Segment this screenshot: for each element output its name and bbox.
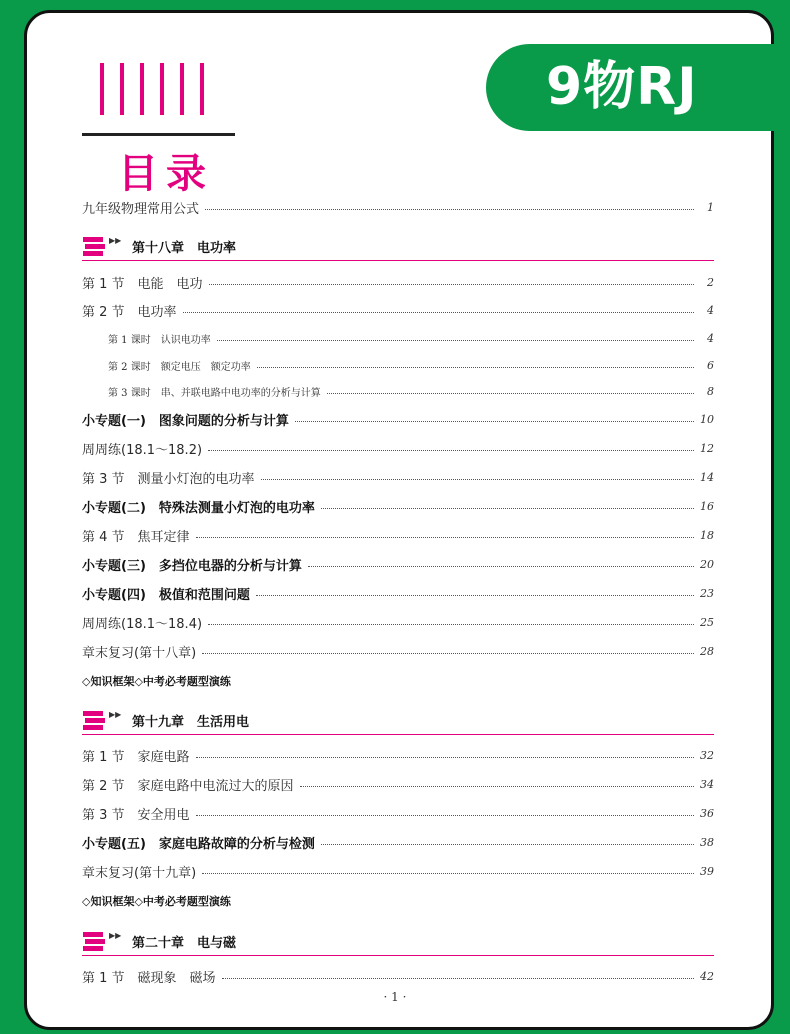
toc-row-special[interactable] [82, 832, 714, 852]
double-arrow-icon: ▶▶ [109, 236, 122, 245]
toc-row-page: 20 [700, 557, 714, 571]
leader-dots [261, 479, 694, 480]
toc-row-page: 4 [707, 331, 714, 345]
toc-row-page: 28 [700, 644, 714, 658]
toc-row-label: 第 4 节 焦耳定律 [82, 529, 190, 545]
toc-row-page: 16 [700, 499, 714, 513]
toc-row[interactable] [82, 774, 714, 794]
toc-row-label: 第 3 节 测量小灯泡的电功率 [82, 471, 255, 487]
chapter-header-19[interactable] [82, 708, 714, 735]
toc-row-page: 2 [707, 275, 714, 289]
toc-row-label: 第 2 课时 额定电压 额定功率 [108, 361, 251, 373]
toc-row-page: 8 [707, 384, 714, 398]
leader-dots [321, 844, 694, 845]
page-title: 目录 [118, 150, 214, 197]
leader-dots [208, 624, 694, 625]
toc-row-page: 36 [700, 806, 714, 820]
toc-row-label: 小专题(五) 家庭电路故障的分析与检测 [82, 836, 315, 852]
toc-row-special[interactable] [82, 554, 714, 574]
toc-row-special[interactable] [82, 409, 714, 429]
leader-dots [202, 873, 694, 874]
toc-row-formulas[interactable] [82, 197, 714, 217]
toc-row[interactable] [82, 438, 714, 458]
leader-dots [327, 393, 694, 394]
toc-row[interactable] [82, 861, 714, 881]
toc-row-page: 12 [700, 441, 714, 455]
double-arrow-icon: ▶▶ [109, 710, 122, 719]
toc-row[interactable] [82, 300, 714, 320]
toc-row-label: 第 2 节 电功率 [82, 304, 177, 320]
toc-row-page: 14 [700, 470, 714, 484]
leader-dots [217, 340, 694, 341]
double-arrow-icon: ▶▶ [109, 931, 122, 940]
toc-row-label: 章末复习(第十八章) [82, 645, 197, 661]
toc-row-special[interactable] [82, 583, 714, 603]
toc-row-label: 小专题(四) 极值和范围问题 [82, 587, 250, 603]
toc-row[interactable] [82, 272, 714, 292]
books-icon [82, 708, 106, 732]
toc-row[interactable] [82, 467, 714, 487]
leader-dots [183, 312, 694, 313]
toc-subrow[interactable] [108, 328, 714, 348]
page-number: · 1 · [383, 990, 407, 1004]
toc-row-page: 18 [700, 528, 714, 542]
toc-row-special[interactable] [82, 496, 714, 516]
chapter-title: 第二十章 电与磁 [132, 936, 237, 951]
toc-row-page: 42 [700, 969, 714, 983]
toc-row-label: 第 1 节 磁现象 磁场 [82, 970, 216, 986]
chapter-extra-note: ◇知识框架◇中考必考题型演练 [82, 675, 231, 688]
leader-dots [295, 421, 694, 422]
chapter-header-18[interactable] [82, 234, 714, 261]
toc-row-page: 10 [700, 412, 714, 426]
books-icon [82, 234, 106, 258]
decorative-stripes [100, 63, 204, 115]
subject-badge-label: 9物RJ [546, 57, 698, 117]
toc-row-label: 小专题(一) 图象问题的分析与计算 [82, 413, 289, 429]
toc-row-label: 小专题(二) 特殊法测量小灯泡的电功率 [82, 500, 315, 516]
toc-row-page: 4 [707, 303, 714, 317]
toc-row-label: 第 2 节 家庭电路中电流过大的原因 [82, 778, 294, 794]
header-underline [82, 133, 235, 136]
chapter-title: 第十八章 电功率 [132, 241, 237, 256]
toc-row-label: 周周练(18.1～18.4) [82, 616, 203, 632]
leader-dots [202, 653, 694, 654]
chapter-header-20[interactable] [82, 929, 714, 956]
chapter-extra-note: ◇知识框架◇中考必考题型演练 [82, 895, 231, 908]
toc-row[interactable] [82, 966, 714, 986]
toc-row-label: 周周练(18.1～18.2) [82, 442, 203, 458]
leader-dots [308, 566, 694, 567]
leader-dots [222, 978, 694, 979]
toc-row-page: 32 [700, 748, 714, 762]
toc-row[interactable] [82, 803, 714, 823]
leader-dots [257, 367, 694, 368]
toc-row[interactable] [82, 612, 714, 632]
toc-row-label: 第 3 节 安全用电 [82, 807, 190, 823]
leader-dots [196, 537, 694, 538]
leader-dots [209, 284, 694, 285]
toc-row-page: 1 [707, 200, 714, 214]
leader-dots [205, 209, 694, 210]
toc-row-page: 6 [707, 358, 714, 372]
toc-row-label: 第 1 节 家庭电路 [82, 749, 190, 765]
toc-subrow[interactable] [108, 381, 714, 401]
leader-dots [321, 508, 694, 509]
toc-row-label: 第 1 课时 认识电功率 [108, 334, 211, 346]
toc-row-page: 39 [700, 864, 714, 878]
toc-row-page: 23 [700, 586, 714, 600]
leader-dots [256, 595, 694, 596]
toc-row[interactable] [82, 745, 714, 765]
leader-dots [208, 450, 694, 451]
leader-dots [300, 786, 694, 787]
toc-row[interactable] [82, 525, 714, 545]
toc-row-page: 34 [700, 777, 714, 791]
toc-row-page: 38 [700, 835, 714, 849]
toc-row-label: 章末复习(第十九章) [82, 865, 197, 881]
toc-row-label: 小专题(三) 多挡位电器的分析与计算 [82, 558, 302, 574]
toc-row-label: 第 1 节 电能 电功 [82, 276, 203, 292]
toc-row-label: 九年级物理常用公式 [82, 201, 200, 217]
leader-dots [196, 757, 694, 758]
toc-subrow[interactable] [108, 355, 714, 375]
books-icon [82, 929, 106, 953]
leader-dots [196, 815, 694, 816]
toc-row-page: 25 [700, 615, 714, 629]
toc-row-label: 第 3 课时 串、并联电路中电功率的分析与计算 [108, 387, 321, 399]
chapter-title: 第十九章 生活用电 [132, 715, 250, 730]
toc-row[interactable] [82, 641, 714, 661]
